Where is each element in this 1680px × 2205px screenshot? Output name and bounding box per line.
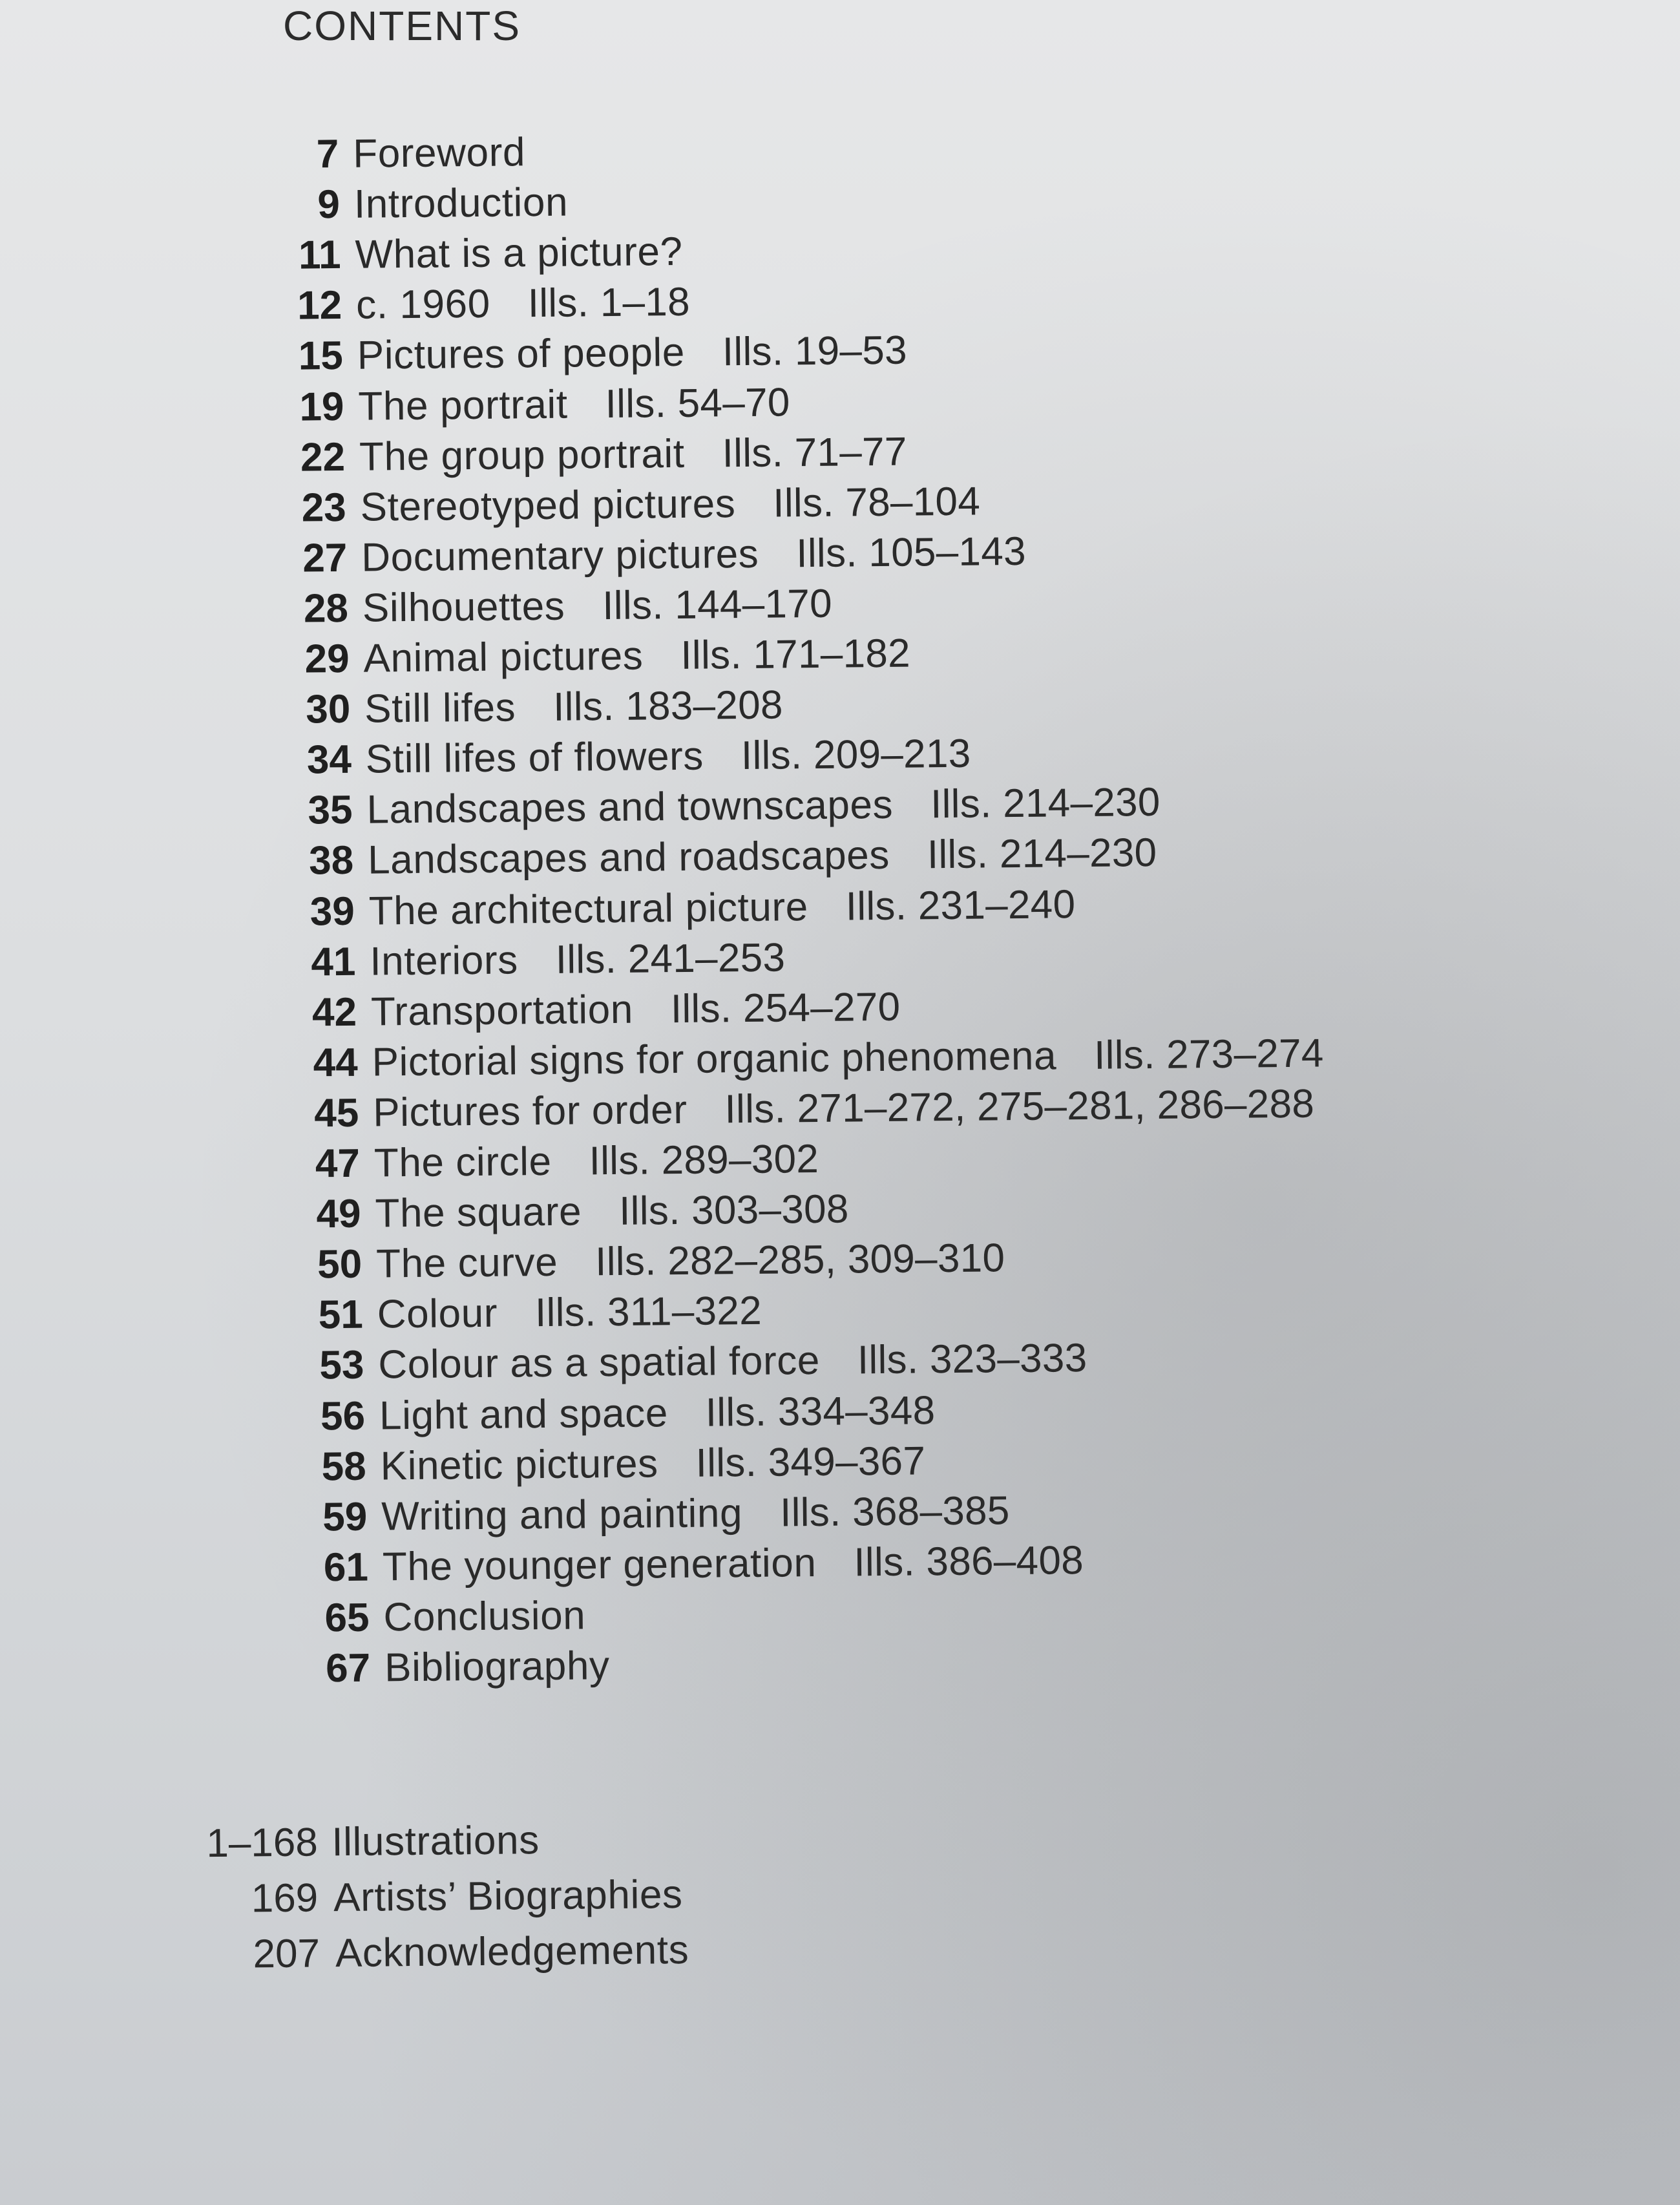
toc-title: Colour — [377, 1291, 498, 1337]
toc-title: Silhouettes — [362, 584, 565, 631]
toc-title: The curve — [375, 1240, 558, 1287]
toc-entry — [251, 881, 1075, 936]
back-matter-page-number: 1–168 — [206, 1820, 319, 1866]
toc-page-number: 28 — [303, 586, 349, 631]
toc-entry — [254, 1030, 1324, 1087]
toc-title: c. 1960 — [355, 282, 491, 328]
toc-title: Pictorial signs for organic phenomena — [372, 1033, 1057, 1085]
toc-entry — [239, 328, 907, 381]
toc-illustrations-range: Ills. 368–385 — [779, 1488, 1010, 1535]
toc-entry — [244, 529, 1026, 583]
toc-entry — [237, 229, 683, 280]
toc-illustrations-range: Ills. 144–170 — [602, 581, 833, 628]
toc-entry — [260, 1335, 1087, 1389]
toc-title: Landscapes and townscapes — [366, 783, 894, 832]
toc-entry — [266, 1592, 585, 1642]
toc-page-number: 49 — [316, 1191, 361, 1237]
toc-illustrations-range: Ills. 78–104 — [773, 479, 981, 526]
toc-page-number: 19 — [299, 384, 344, 430]
toc-page-number: 61 — [323, 1545, 369, 1590]
toc-illustrations-range: Ills. 303–308 — [618, 1187, 849, 1234]
toc-page-number: 41 — [311, 939, 356, 985]
toc-page-number: 35 — [308, 788, 353, 833]
toc-entry — [242, 428, 907, 481]
toc-title: Still lifes of flowers — [365, 733, 704, 782]
toc-title: The architectural picture — [368, 884, 809, 934]
toc-entry — [255, 1081, 1314, 1137]
toc-title: The circle — [373, 1139, 552, 1186]
toc-title: Introduction — [353, 180, 569, 227]
toc-page-number: 15 — [298, 333, 344, 379]
back-matter-title: Acknowledgements — [335, 1927, 689, 1976]
toc-entry — [249, 779, 1160, 835]
toc-page-number: 22 — [300, 434, 346, 480]
toc-entry — [252, 934, 786, 986]
toc-entry — [267, 1643, 610, 1693]
toc-entry — [235, 129, 525, 178]
toc-entry — [246, 631, 910, 684]
toc-entry — [262, 1387, 936, 1440]
toc-illustrations-range: Ills. 349–367 — [695, 1438, 926, 1486]
toc-title: Kinetic pictures — [380, 1440, 659, 1489]
toc-entry — [248, 731, 971, 785]
toc-page-number: 50 — [317, 1241, 362, 1287]
toc-page-number: 58 — [321, 1444, 367, 1489]
toc-page-number: 51 — [318, 1292, 364, 1338]
toc-entry — [240, 379, 790, 431]
toc-page-number: 27 — [302, 535, 348, 581]
toc-illustrations-range: Ills. 54–70 — [605, 379, 790, 427]
toc-title: Landscapes and roadscapes — [367, 833, 890, 883]
toc-illustrations-range: Ills. 273–274 — [1093, 1031, 1324, 1078]
toc-illustrations-range: Ills. 386–408 — [854, 1537, 1084, 1585]
toc-entry — [250, 830, 1157, 885]
toc-entry — [253, 984, 901, 1037]
toc-illustrations-range: Ills. 311–322 — [534, 1289, 762, 1336]
toc-page-number: 53 — [319, 1343, 364, 1388]
toc-title: Documentary pictures — [361, 531, 759, 580]
toc-illustrations-range: Ills. 254–270 — [670, 984, 901, 1031]
toc-entry — [247, 682, 783, 734]
back-matter-entry — [206, 1817, 540, 1867]
toc-illustrations-range: Ills. 1–18 — [527, 280, 691, 326]
toc-page-number: 12 — [297, 283, 342, 328]
toc-page-number: 56 — [320, 1393, 366, 1439]
back-matter-title: Artists’ Biographies — [333, 1872, 683, 1921]
toc-illustrations-range: Ills. 334–348 — [705, 1387, 936, 1435]
toc-page-number: 30 — [305, 686, 351, 732]
toc-illustrations-range: Ills. 289–302 — [589, 1136, 819, 1184]
toc-page-number: 44 — [313, 1040, 358, 1086]
toc-page-number: 42 — [311, 989, 357, 1035]
toc-illustrations-range: Ills. 282–285, 309–310 — [594, 1236, 1005, 1285]
toc-illustrations-range: Ills. 19–53 — [722, 328, 908, 375]
toc-page-number: 11 — [298, 233, 341, 278]
toc-title: Animal pictures — [363, 633, 644, 681]
toc-title: The square — [375, 1189, 582, 1236]
contents-heading: CONTENTS — [283, 3, 521, 49]
toc-illustrations-range: Ills. 71–77 — [722, 429, 907, 476]
toc-page-number: 29 — [304, 636, 350, 682]
toc-entry — [242, 478, 980, 532]
toc-illustrations-range: Ills. 183–208 — [552, 682, 784, 730]
toc-title: Stereotyped pictures — [360, 481, 736, 530]
toc-illustrations-range: Ills. 323–333 — [857, 1336, 1087, 1383]
toc-title: Transportation — [370, 987, 634, 1035]
toc-page-number: 59 — [322, 1494, 368, 1540]
toc-title: The portrait — [358, 382, 569, 429]
toc-title: Bibliography — [384, 1643, 610, 1691]
toc-page-number: 45 — [313, 1090, 359, 1136]
toc-entry — [265, 1537, 1084, 1592]
toc-page-number: 67 — [325, 1645, 371, 1691]
toc-title: The younger generation — [382, 1540, 817, 1590]
toc-page-number: 34 — [306, 737, 352, 783]
toc-illustrations-range: Ills. 214–230 — [927, 830, 1157, 878]
toc-page-number: 38 — [308, 838, 354, 883]
back-matter-page-number: 169 — [251, 1875, 319, 1921]
back-matter-page-number: 207 — [253, 1931, 320, 1977]
toc-entry — [257, 1187, 849, 1239]
toc-title: Pictures for order — [372, 1087, 688, 1135]
toc-title: The group portrait — [359, 431, 686, 480]
toc-page-number: 39 — [310, 889, 355, 934]
toc-entry — [259, 1288, 762, 1339]
toc-title: Conclusion — [383, 1593, 586, 1640]
toc-illustrations-range: Ills. 241–253 — [555, 934, 786, 982]
toc-illustrations-range: Ills. 231–240 — [845, 881, 1076, 929]
toc-illustrations-range: Ills. 171–182 — [680, 631, 911, 678]
toc-illustrations-range: Ills. 209–213 — [740, 731, 971, 779]
toc-title: Writing and painting — [381, 1490, 743, 1539]
toc-title: What is a picture? — [355, 229, 683, 277]
toc-entry — [236, 180, 569, 229]
toc-title: Pictures of people — [357, 330, 686, 379]
back-matter-entry — [210, 1927, 689, 1978]
toc-page-number: 65 — [324, 1595, 370, 1641]
toc-page-number: 23 — [301, 485, 347, 531]
toc-entry — [258, 1235, 1005, 1289]
toc-title: Foreword — [352, 130, 526, 176]
toc-illustrations-range: Ills. 271–272, 275–281, 286–288 — [724, 1081, 1315, 1132]
toc-page-number: 47 — [315, 1141, 361, 1187]
toc-entry — [245, 581, 833, 633]
toc-entry — [257, 1136, 819, 1188]
toc-title: Still lifes — [364, 685, 516, 732]
toc-entry — [264, 1488, 1010, 1541]
toc-entry — [238, 279, 690, 330]
toc-page-number: 9 — [317, 182, 341, 227]
toc-entry — [262, 1438, 925, 1491]
toc-title: Colour as a spatial force — [378, 1338, 821, 1387]
toc-illustrations-range: Ills. 105–143 — [796, 529, 1027, 576]
toc-title: Interiors — [370, 937, 519, 984]
toc-illustrations-range: Ills. 214–230 — [930, 780, 1160, 827]
back-matter-entry — [208, 1872, 683, 1923]
back-matter-title: Illustrations — [331, 1818, 540, 1865]
toc-title: Light and space — [379, 1390, 669, 1438]
toc-page-number: 7 — [316, 131, 339, 177]
